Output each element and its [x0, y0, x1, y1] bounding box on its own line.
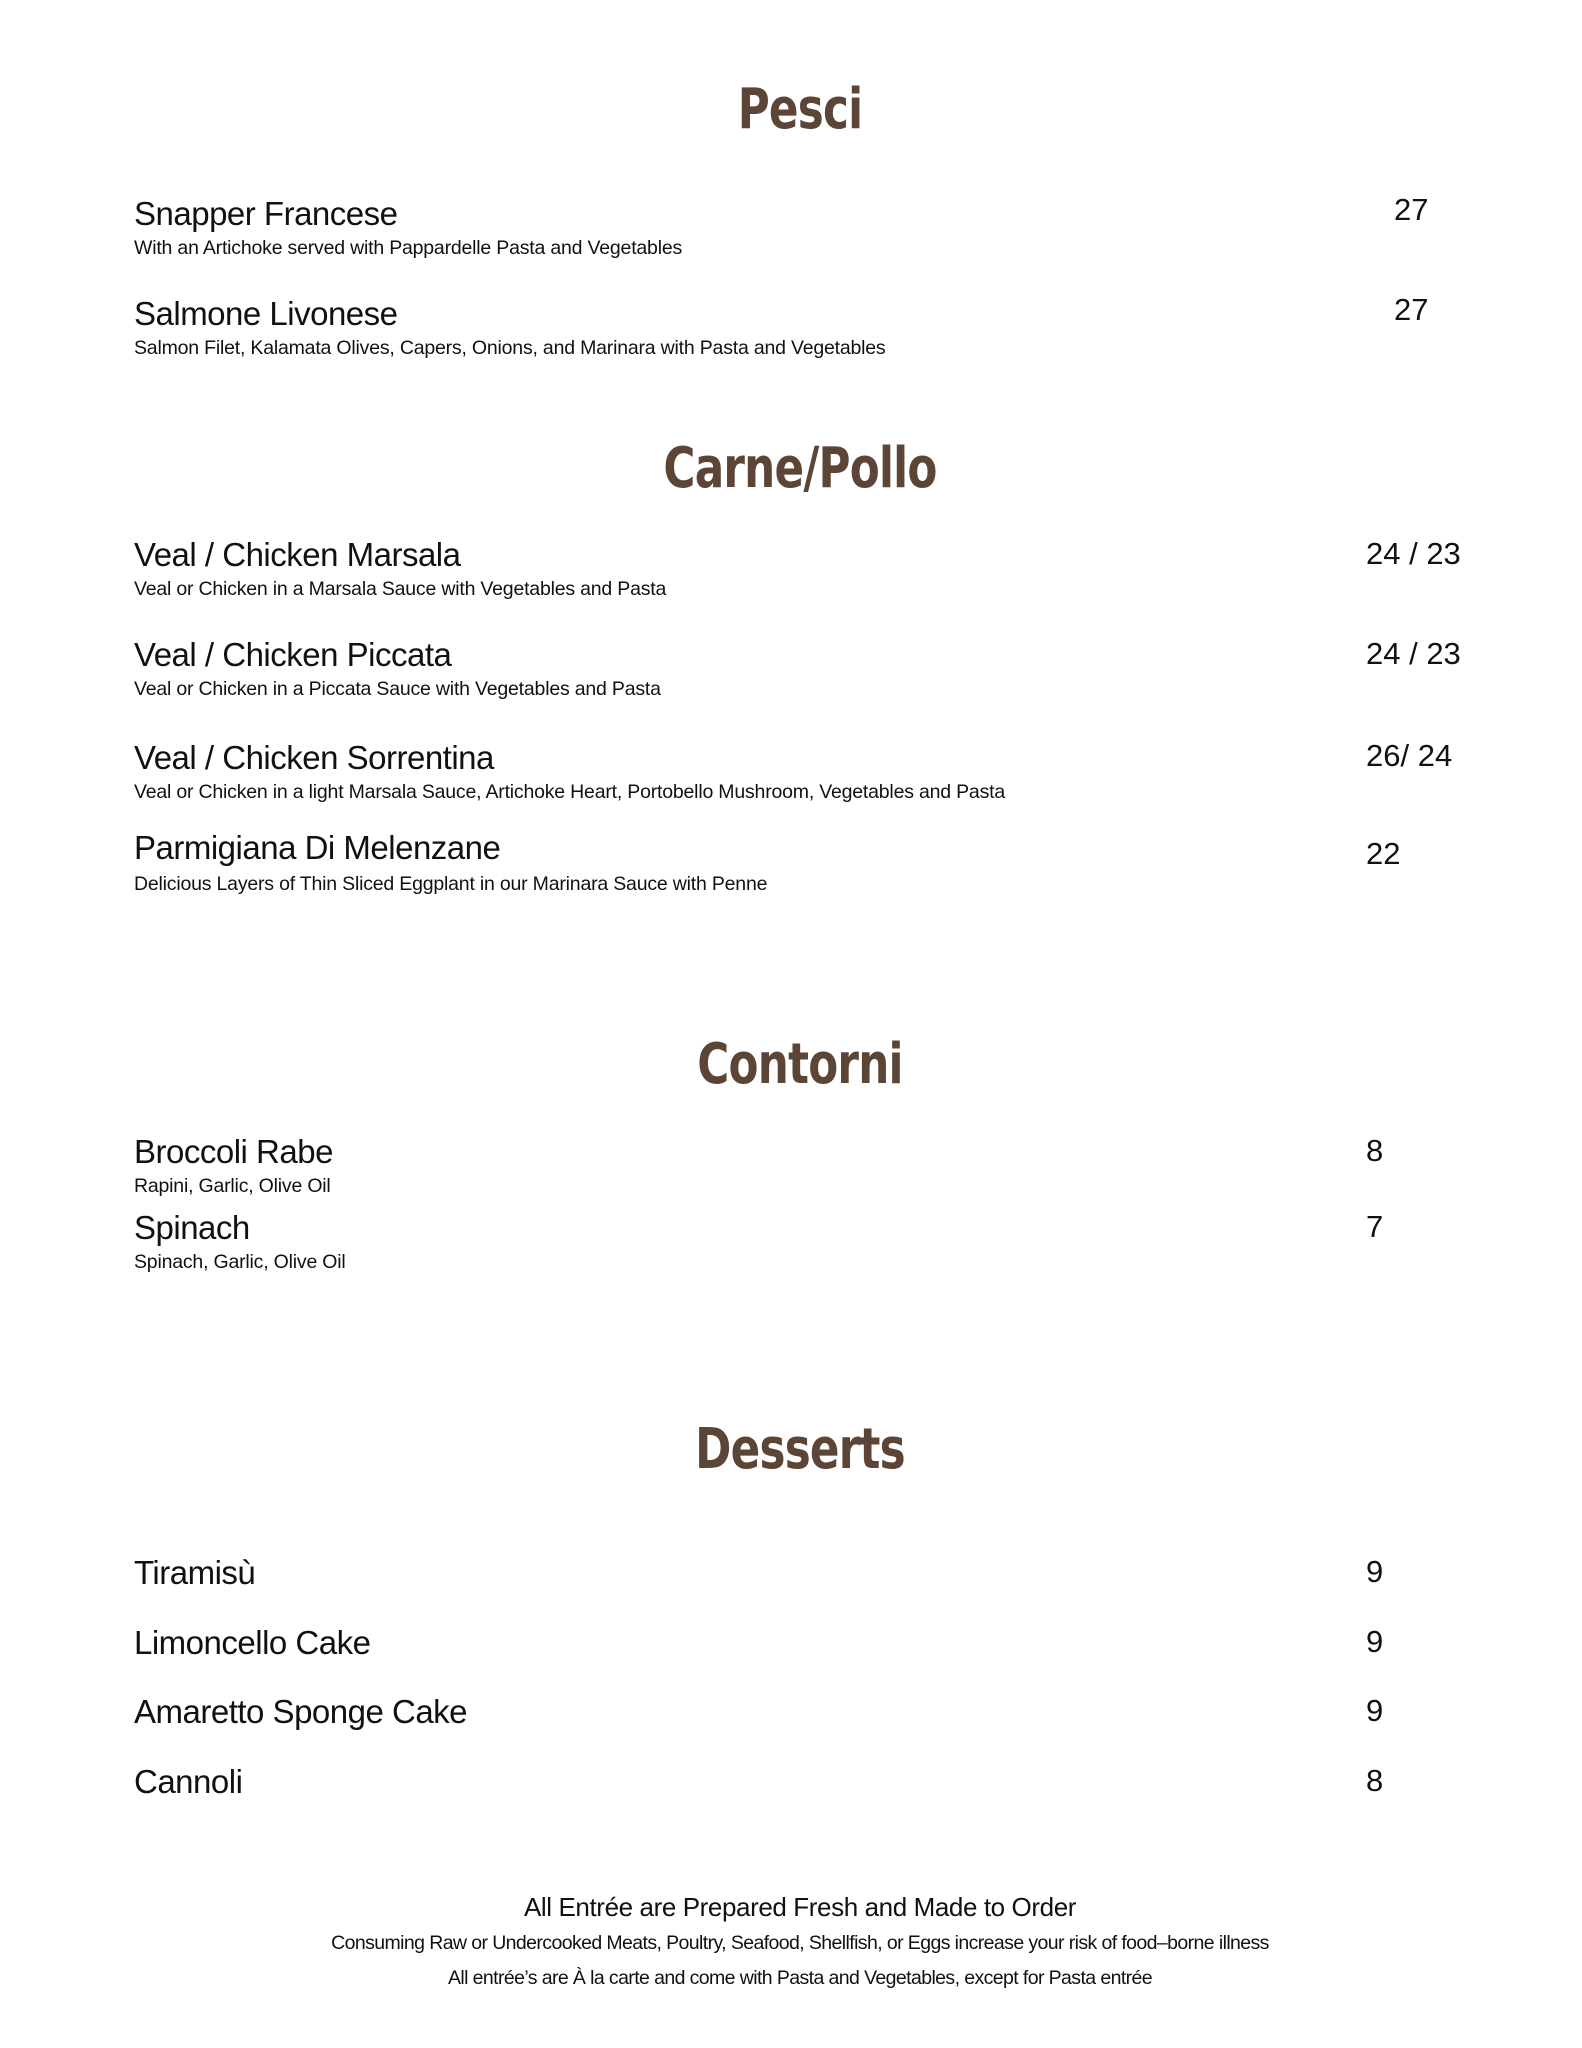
footer-note-health-warning: Consuming Raw or Undercooked Meats, Poultry, Seafood, Shellfish, or Eggs increase your risk of food–borne illness [331, 1932, 1269, 1954]
item-name: Salmone Livonese [134, 295, 398, 332]
item-price: 27 [1394, 192, 1429, 227]
item-name: Veal / Chicken Piccata [134, 636, 452, 673]
item-price: 9 [1366, 1693, 1384, 1728]
item-description: Veal or Chicken in a Piccata Sauce with Vegetables and Pasta [134, 678, 661, 700]
item-description: Veal or Chicken in a Marsala Sauce with Vegetables and Pasta [134, 578, 667, 600]
item-name: Tiramisù [134, 1554, 256, 1591]
item-description: With an Artichoke served with Pappardelle Pasta and Vegetables [134, 237, 683, 259]
item-price: 22 [1366, 836, 1401, 871]
footer-note-a-la-carte: All entrée’s are À la carte and come with Pasta and Vegetables, except for Pasta entrée [447, 1967, 1153, 1989]
item-price: 8 [1366, 1133, 1384, 1168]
item-description: Salmon Filet, Kalamata Olives, Capers, Onions, and Marinara with Pasta and Vegetables [134, 337, 886, 359]
item-price: 24 / 23 [1366, 536, 1461, 571]
item-name: Cannoli [134, 1763, 243, 1800]
item-price: 24 / 23 [1366, 636, 1461, 671]
item-name: Broccoli Rabe [134, 1133, 333, 1170]
footer-note-fresh: All Entrée are Prepared Fresh and Made to Order [523, 1892, 1077, 1922]
item-description: Veal or Chicken in a light Marsala Sauce, Artichoke Heart, Portobello Mushroom, Vegetables and Pasta [134, 781, 1005, 803]
item-name: Snapper Francese [134, 195, 398, 232]
item-name: Veal / Chicken Marsala [134, 536, 461, 573]
item-price: 9 [1366, 1624, 1384, 1659]
item-description: Spinach, Garlic, Olive Oil [134, 1251, 346, 1273]
item-name: Veal / Chicken Sorrentina [134, 739, 494, 776]
item-price: 8 [1366, 1763, 1384, 1798]
item-description: Delicious Layers of Thin Sliced Eggplant in our Marinara Sauce with Penne [134, 873, 768, 895]
section-title-carne-pollo: Carne/Pollo [663, 436, 937, 501]
item-price: 9 [1366, 1554, 1384, 1589]
item-name: Spinach [134, 1209, 250, 1246]
item-name: Parmigiana Di Melenzane [134, 829, 501, 866]
section-title-pesci: Pesci [737, 77, 863, 142]
item-price: 26/ 24 [1366, 738, 1453, 773]
item-name: Amaretto Sponge Cake [134, 1693, 468, 1730]
item-description: Rapini, Garlic, Olive Oil [134, 1175, 331, 1197]
item-name: Limoncello Cake [134, 1624, 371, 1661]
item-price: 27 [1394, 292, 1429, 327]
section-title-desserts: Desserts [695, 1417, 905, 1482]
item-price: 7 [1366, 1209, 1384, 1244]
section-title-contorni: Contorni [697, 1032, 903, 1097]
